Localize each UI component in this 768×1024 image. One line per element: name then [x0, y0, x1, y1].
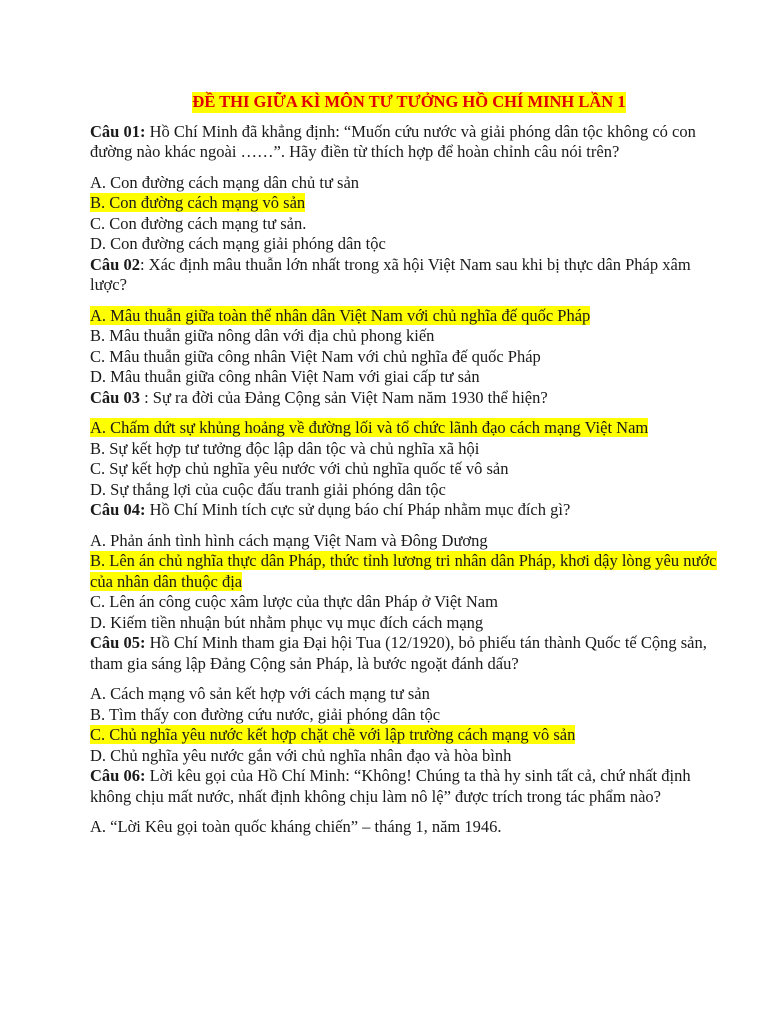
answer-option: [90, 173, 728, 194]
question-block: [90, 255, 728, 388]
answer-option-text: B. Mâu thuẫn giữa nông dân với địa chủ phong kiến: [90, 326, 435, 345]
answer-option-highlighted-text: B. Lên án chủ nghĩa thực dân Pháp, thức tỉnh lương tri nhân dân Pháp, khơi dậy lòng yêu nước của nhân dân thuộc địa: [90, 551, 717, 591]
answer-option: [90, 326, 728, 347]
answer-option-text: C. Lên án công cuộc xâm lược của thực dân Pháp ở Việt Nam: [90, 592, 498, 611]
answer-option: [90, 193, 728, 214]
question-label: Câu 02: [90, 254, 140, 274]
question-stem: [90, 633, 728, 674]
answer-option: [90, 306, 728, 327]
question-block: [90, 388, 728, 501]
question-list: [90, 122, 728, 838]
question-stem: [90, 766, 728, 807]
question-block: [90, 633, 728, 766]
answer-options: [90, 684, 728, 766]
answer-option: [90, 705, 728, 726]
answer-option: [90, 551, 728, 592]
question-block: [90, 766, 728, 838]
question-block: [90, 122, 728, 255]
question-text: : Xác định mâu thuẫn lớn nhất trong xã hội Việt Nam sau khi bị thực dân Pháp xâm lược?: [90, 254, 691, 294]
question-text: Lời kêu gọi của Hồ Chí Minh: “Không! Chúng ta thà hy sinh tất cả, chứ nhất định không chịu mất nước, nhất định không chịu làm nô lệ” được trích trong tác phẩm nào?: [90, 766, 691, 806]
answer-option: [90, 531, 728, 552]
answer-options: [90, 306, 728, 388]
question-text: Hồ Chí Minh tích cực sử dụng báo chí Pháp nhằm mục đích gì?: [145, 500, 571, 519]
answer-option-text: D. Con đường cách mạng giải phóng dân tộc: [90, 234, 386, 253]
question-stem: [90, 388, 728, 409]
answer-option: [90, 367, 728, 388]
answer-option: [90, 684, 728, 705]
answer-option-text: C. Sự kết hợp chủ nghĩa yêu nước với chủ nghĩa quốc tế vô sản: [90, 459, 509, 478]
answer-option-text: B. Sự kết hợp tư tưởng độc lập dân tộc và chủ nghĩa xã hội: [90, 438, 480, 458]
question-block: [90, 500, 728, 633]
answer-option: [90, 746, 728, 767]
answer-options: [90, 531, 728, 634]
page-title: ĐỀ THI GIỮA KÌ MÔN TƯ TƯỞNG HỒ CHÍ MINH LẦN 1: [192, 92, 626, 111]
answer-option-text: A. “Lời Kêu gọi toàn quốc kháng chiến” – tháng 1, năm 1946.: [90, 817, 502, 836]
question-text: Hồ Chí Minh tham gia Đại hội Tua (12/1920), bỏ phiếu tán thành Quốc tế Cộng sản, tham gia sáng lập Đảng Cộng sản Pháp, là bước ngoặt đánh dấu?: [90, 633, 707, 673]
answer-option: [90, 817, 728, 838]
question-text: Hồ Chí Minh đã khẳng định: “Muốn cứu nước và giải phóng dân tộc không có con đường nào khác ngoài ……”. Hãy điền từ thích hợp để hoàn chỉnh câu nói trên?: [90, 121, 696, 161]
answer-option: [90, 347, 728, 368]
answer-options: [90, 817, 728, 838]
question-label: Câu 01:: [90, 121, 146, 141]
answer-option: [90, 480, 728, 501]
answer-option: [90, 439, 728, 460]
answer-option-text: C. Con đường cách mạng tư sản.: [90, 213, 307, 233]
question-stem: [90, 255, 728, 296]
answer-option-text: D. Chủ nghĩa yêu nước gắn với chủ nghĩa nhân đạo và hòa bình: [90, 745, 512, 765]
question-text: : Sự ra đời của Đảng Cộng sản Việt Nam năm 1930 thể hiện?: [139, 387, 548, 407]
answer-option-highlighted-text: B. Con đường cách mạng vô sản: [90, 193, 306, 212]
question-stem: [90, 500, 728, 521]
answer-option-text: A. Phản ánh tình hình cách mạng Việt Nam và Đông Dương: [90, 530, 488, 550]
answer-option-text: D. Sự thắng lợi của cuộc đấu tranh giải phóng dân tộc: [90, 479, 446, 499]
answer-option: [90, 214, 728, 235]
answer-option: [90, 592, 728, 613]
answer-option-highlighted-text: A. Mâu thuẫn giữa toàn thể nhân dân Việt Nam với chủ nghĩa đế quốc Pháp: [90, 305, 591, 325]
answer-option: [90, 418, 728, 439]
answer-option: [90, 725, 728, 746]
answer-option: [90, 613, 728, 634]
answer-options: [90, 418, 728, 500]
question-label: Câu 04:: [90, 500, 146, 519]
answer-option-text: B. Tìm thấy con đường cứu nước, giải phóng dân tộc: [90, 704, 441, 724]
answer-option-text: C. Mâu thuẫn giữa công nhân Việt Nam với chủ nghĩa đế quốc Pháp: [90, 346, 541, 366]
answer-option-text: A. Con đường cách mạng dân chủ tư sản: [90, 172, 360, 192]
question-label: Câu 05:: [90, 633, 146, 652]
answer-option-highlighted-text: C. Chủ nghĩa yêu nước kết hợp chặt chẽ với lập trường cách mạng vô sản: [90, 725, 576, 744]
answer-option: [90, 234, 728, 255]
answer-option-text: D. Kiếm tiền nhuận bút nhằm phục vụ mục đích cách mạng: [90, 612, 484, 632]
question-label: Câu 03: [90, 387, 140, 407]
answer-option-text: D. Mâu thuẫn giữa công nhân Việt Nam với giai cấp tư sản: [90, 367, 480, 386]
answer-option: [90, 459, 728, 480]
answer-option-text: A. Cách mạng vô sản kết hợp với cách mạng tư sản: [90, 684, 430, 703]
question-stem: [90, 122, 728, 163]
question-label: Câu 06:: [90, 766, 146, 785]
answer-option-highlighted-text: A. Chấm dứt sự khủng hoảng về đường lối và tổ chức lãnh đạo cách mạng Việt Nam: [90, 418, 649, 437]
answer-options: [90, 173, 728, 255]
